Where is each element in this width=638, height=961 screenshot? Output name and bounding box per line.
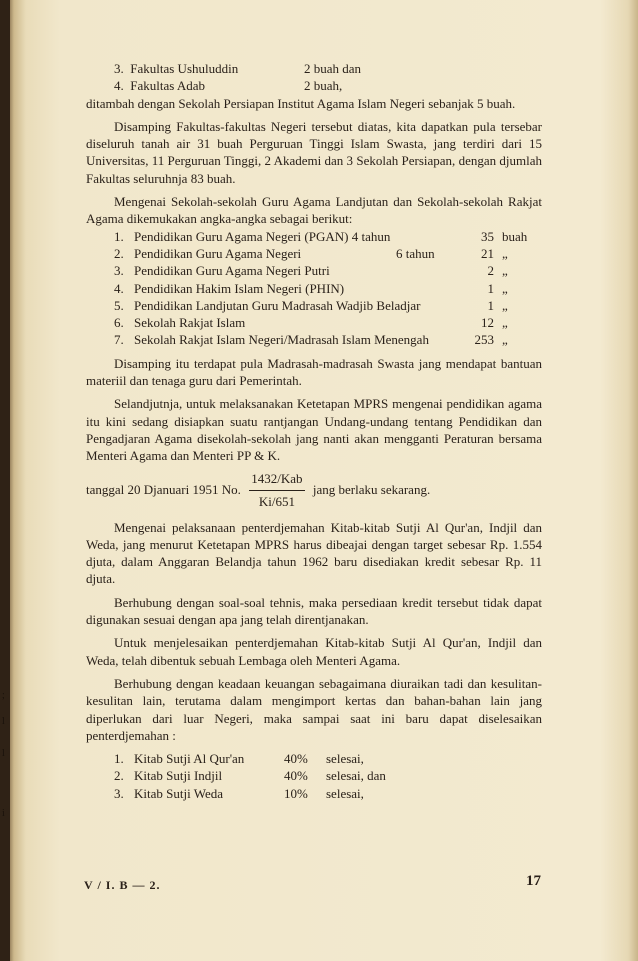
margin-mark: ;: [2, 690, 5, 701]
regulation-date: tanggal 20 Djanuari 1951 No.: [86, 482, 241, 498]
margin-mark: i: [2, 808, 5, 819]
regulation-suffix: jang berlaku sekarang.: [312, 482, 431, 498]
paragraph: Berhubung dengan keadaan keuangan sebagaimana diuraikan tadi dan kesulitan-kesulitan lain, terutama dalam mengimport kertas dan bahan-bahan lain jang diperlukan dari luar Negeri, maka sampai saat ini baru dapat diselesaikan penterdjemahan :: [86, 675, 542, 743]
paragraph: Disamping Fakultas-fakultas Negeri tersebut diatas, kita dapatkan pula tersebar diseluruh tanah air 31 buah Perguruan Tinggi Islam Swasta, jang terdiri dari 15 Universitas, 11 Perguruan Tinggi, 2 Akademi dan 3 Sekolah Persiapan, dengan djumlah Fakultas seluruhnja 83 buah.: [86, 118, 542, 186]
faculty-count: 2 buah,: [304, 78, 343, 94]
page-content: [86, 60, 542, 802]
list-item: 3. Kitab Sutji Weda 10% selesai,: [114, 785, 364, 801]
list-item: 5. Pendidikan Landjutan Guru Madrasah Wadjib Beladjar 1 „: [114, 297, 508, 313]
faculty-row: [86, 60, 542, 77]
paragraph: Mengenai Sekolah-sekolah Guru Agama Landjutan dan Sekolah-sekolah Rakjat Agama dikemukakan angka-angka sebagai berikut:: [86, 194, 542, 227]
paragraph: Untuk menjelesaikan penterdjemahan Kitab-kitab Sutji Al Qur'an, Indjil dan Weda, telah dibentuk sebuah Lembaga oleh Menteri Agama.: [86, 635, 542, 668]
faculty-name: Fakultas Adab: [130, 78, 205, 94]
list-item: 1. Kitab Sutji Al Qur'an 40% selesai,: [114, 751, 364, 767]
list-item: 6. Sekolah Rakjat Islam 12 „: [114, 315, 508, 331]
paragraph: ditambah dengan Sekolah Persiapan Institut Agama Islam Negeri sebanjak 5 buah.: [86, 95, 516, 111]
list-item: 1. Pendidikan Guru Agama Negeri (PGAN) 4 tahun 35 buah: [114, 228, 528, 244]
faculty-number: 3.: [114, 61, 124, 76]
paragraph: Mengenai pelaksanaan penterdjemahan Kitab-kitab Sutji Al Qur'an, Indjil dan Weda, jang menurut Ketetapan MPRS harus dibeajai dengan target sebesar Rp. 1.554 djuta, dalam Anggaran Belandja tahun 1962 baru disediakan kredit sebesar Rp. 11 djuta.: [86, 519, 542, 587]
faculty-number: 4.: [114, 78, 124, 94]
page-number: 17: [526, 873, 541, 889]
paragraph: Berhubung dengan soal-soal tehnis, maka persediaan kredit tersebut tidak dapat digunakan sesuai dengan apa jang telah direntjanakan.: [86, 594, 542, 628]
regulation-number: [249, 468, 305, 513]
list-item: 2. Kitab Sutji Indjil 40% selesai, dan: [114, 768, 386, 784]
faculty-list: [86, 60, 542, 95]
faculty-count: 2 buah dan: [304, 61, 362, 76]
list-item: 3. Pendidikan Guru Agama Negeri Putri 2 „: [114, 263, 508, 279]
regulation-denominator: Ki/651: [258, 493, 295, 509]
list-item: 4. Pendidikan Hakim Islam Negeri (PHIN) 1 „: [114, 280, 508, 296]
faculty-name: Fakultas Ushuluddin: [130, 61, 239, 76]
regulation-numerator: 1432/Kab: [251, 470, 303, 486]
school-list: [86, 228, 542, 349]
margin-mark: l: [2, 716, 5, 727]
paragraph: Disamping itu terdapat pula Madrasah-madrasah Swasta jang mendapat bantuan materiil dan tenaga guru dari Pemerintah.: [86, 355, 542, 389]
faculty-row: [86, 77, 542, 94]
margin-mark: l: [2, 748, 5, 759]
paragraph: Selandjutnja, untuk melaksanakan Ketetapan MPRS mengenai pendidikan agama itu kini sedang disiapkan suatu rantjangan Undang-undang tentang Pendidikan dan Pengadjaran Agama disekolah-sekolah jang nanti akan mengganti Peraturan bersama Menteri Agama dan Menteri PP & K.: [86, 396, 542, 464]
list-item: 2. Pendidikan Guru Agama Negeri 6 tahun 21 „: [114, 245, 508, 261]
regulation-reference: [86, 468, 542, 513]
list-item: 7. Sekolah Rakjat Islam Negeri/Madrasah Islam Menengah 253 „: [114, 332, 508, 348]
signature-code: V / I. B — 2.: [84, 878, 161, 892]
scripture-list: [86, 750, 542, 802]
